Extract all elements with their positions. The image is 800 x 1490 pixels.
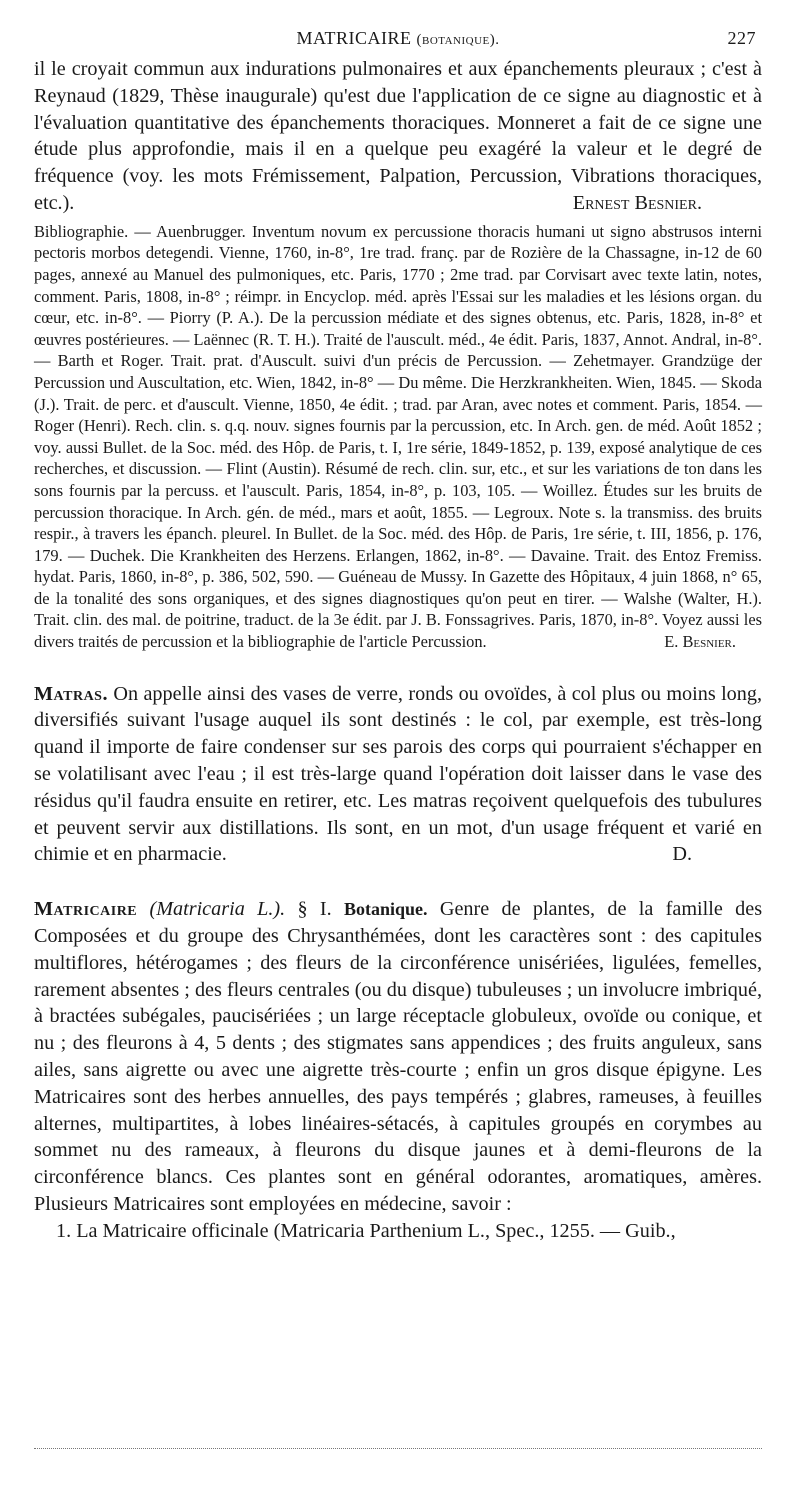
bibliography-signature: E. Besnier. xyxy=(664,632,736,652)
author-signature-besnier: Ernest Besnier. xyxy=(572,191,702,214)
section-number: § I. xyxy=(297,898,332,921)
percussion-text: il le croyait commun aux indurations pulmonaires et aux épanchements pleuraux ; c'est à Reynaud (1829, Thèse inaugurale) qu'est due l'application de ce signe au diagnostic et à l'évaluation quantitative des épanchements thoraciques. Monneret a fait de ce signe une étude plus approfondie, mais il en a quelque peu exagéré la valeur et le degré de fréquence (voy. les mots Frémissement, Palpation, Percussion, Vibrations thoraciques, etc.). xyxy=(34,58,762,214)
matricaire-list-item: 1. La Matricaire officinale (Matricaria Parthenium L., Spec., 1255. — Guib., xyxy=(56,1219,676,1242)
header-title: MATRICAIRE xyxy=(296,28,412,48)
page-number: 227 xyxy=(727,28,756,48)
matras-signature: D. xyxy=(672,843,692,866)
percussion-article-end xyxy=(34,56,762,217)
header-subtitle: (botanique). xyxy=(416,32,500,48)
running-header xyxy=(34,28,762,56)
section-title-botanique: Botanique. xyxy=(344,899,428,920)
headword-matras: Matras. xyxy=(34,682,109,705)
matras-text: On appelle ainsi des vases de verre, ronds ou ovoïdes, à col plus ou moins long, diversifiés suivant l'usage auquel ils sont destinés : le col, par exemple, est très-long quand il importe de faire condenser sur ses parois des corps qui pourraient s'échapper en se volatilisant avec l'eau ; il est très-large quand l'opération doit laisser dans le vase des résidus qu'il faudra ensuite en retirer, etc. Les matras reçoivent quelquefois des tubulures et peuvent servir aux distillations. Ils sont, en un mot, d'un usage fréquent et varié en chimie et en pharmacie. xyxy=(34,682,763,866)
matricaire-text: Genre de plantes, de la famille des Composées et du groupe des Chrysanthémées, dont les caractères sont : des capitules multiflores, hétérogames ; des fleurs de la circonférence unisériées, ligulées, femelles, rarement absentes ; des fleurs centrales (ou du disque) tubuleuses ; un involucre imbriqué, à bractées subégales, paucisériées ; un large réceptacle globuleux, ovoïde ou conique, et nu ; des fleurons à 4, 5 dents ; des stigmates sans appendices ; des fruits anguleux, sans ailes, sans aigrette ou avec une aigrette très-courte ; enfin un gros disque épigyne. Les Matricaires sont des herbes annuelles, des pays tempérés ; glabres, rameuses, à feuilles alternes, multipartites, à lobes linéaires-sétacés, à capitules groupés en corymbes au sommet nu des rameaux, à fleurons du disque jaunes et à demi-fleurons de la circonférence blancs. Ces plantes sont en général odorantes, aromatiques, amères. Plusieurs Matricaires sont employées en médecine, savoir : xyxy=(34,898,763,1215)
bibliography-text: Bibliographie. — Auenbrugger. Inventum novum ex percussione thoracis humani ut signo abstrusos interni pectoris morbos detegendi. Vienne, 1760, in-8°, 1re trad. franç. par de Rozière de la Chassagne, in-12 de 60 pages, annexé au Manuel des pulmoniques, etc. Paris, 1770 ; 2me trad. par Corvisart avec texte latin, notes, comment. Paris, 1808, in-8° ; réimpr. in Encyclop. méd. après l'Essai sur les maladies et les lésions organ. du cœur, etc. in-8°. — Piorry (P. A.). De la percussion médiate et des signes obtenus, etc. Paris, 1828, in-8° et œuvres postérieures. — Laënnec (R. T. H.). Traité de l'auscult. méd., 4e édit. Paris, 1837, Annot. Andral, in-8°. — Barth et Roger. Trait. prat. d'Auscult. suivi d'un précis de Percussion. — Zehetmayer. Grandzüge der Percussion und Auscultation, etc. Wien, 1842, in-8° — Du même. Die Herzkrankheiten. Wien, 1845. — Skoda (J.). Trait. de perc. et d'auscult. Vienne, 1850, 4e édit. ; trad. par Aran, avec notes et comment. Paris, 1854. — Roger (Henri). Rech. clin. s. q.q. nouv. signes fournis par la percussion, etc. In Arch. gen. de méd. Août 1852 ; voy. aussi Bullet. de la Soc. méd. des Hôp. de Paris, t. I, 1re série, 1849-1852, p. 139, exposé analytique de ces recherches, et discussion. — Flint (Austin). Résumé de rech. clin. sur, etc., et sur les variations de ton dans les sons fournis par la percuss. et l'auscult. Paris, 1854, in-8°, p. 103, 105. — Woillez. Études sur les bruits de percussion thoracique. In Arch. gén. de méd., mars et août, 1855. — Legroux. Note s. la transmiss. des bruits respir., à travers les épanch. pleurel. In Bullet. de la Soc. méd. des Hôp. de Paris, 1re série, t. III, 1856, p. 176, 179. — Duchek. Die Krankheiten des Herzens. Erlangen, 1862, in-8°. — Davaine. Trait. des Entoz Fremiss. hydat. Paris, 1860, in-8°, p. 386, 502, 590. — Guéneau de Mussy. In Gazette des Hôpitaux, 4 juin 1868, n° 65, de la tonalité des sons organiques, et des signes diagnostiques qu'on peut en tirer. — Walshe (Walter, H.). Trait. clin. des mal. de poitrine, traduct. de la 3e édit. par J. B. Fonssagrives. Paris, 1870, in-8°. Voyez aussi les divers traités de percussion et la bibliographie de l'article Percussion. xyxy=(34,221,762,652)
footer-dotted-rule xyxy=(34,1448,762,1450)
bibliography-block xyxy=(34,221,762,653)
entry-matras xyxy=(34,681,762,869)
headword-matricaire: Matricaire xyxy=(34,898,138,921)
entry-matricaire xyxy=(34,896,762,1244)
matricaire-latin-name: (Matricaria L.). xyxy=(149,898,286,921)
